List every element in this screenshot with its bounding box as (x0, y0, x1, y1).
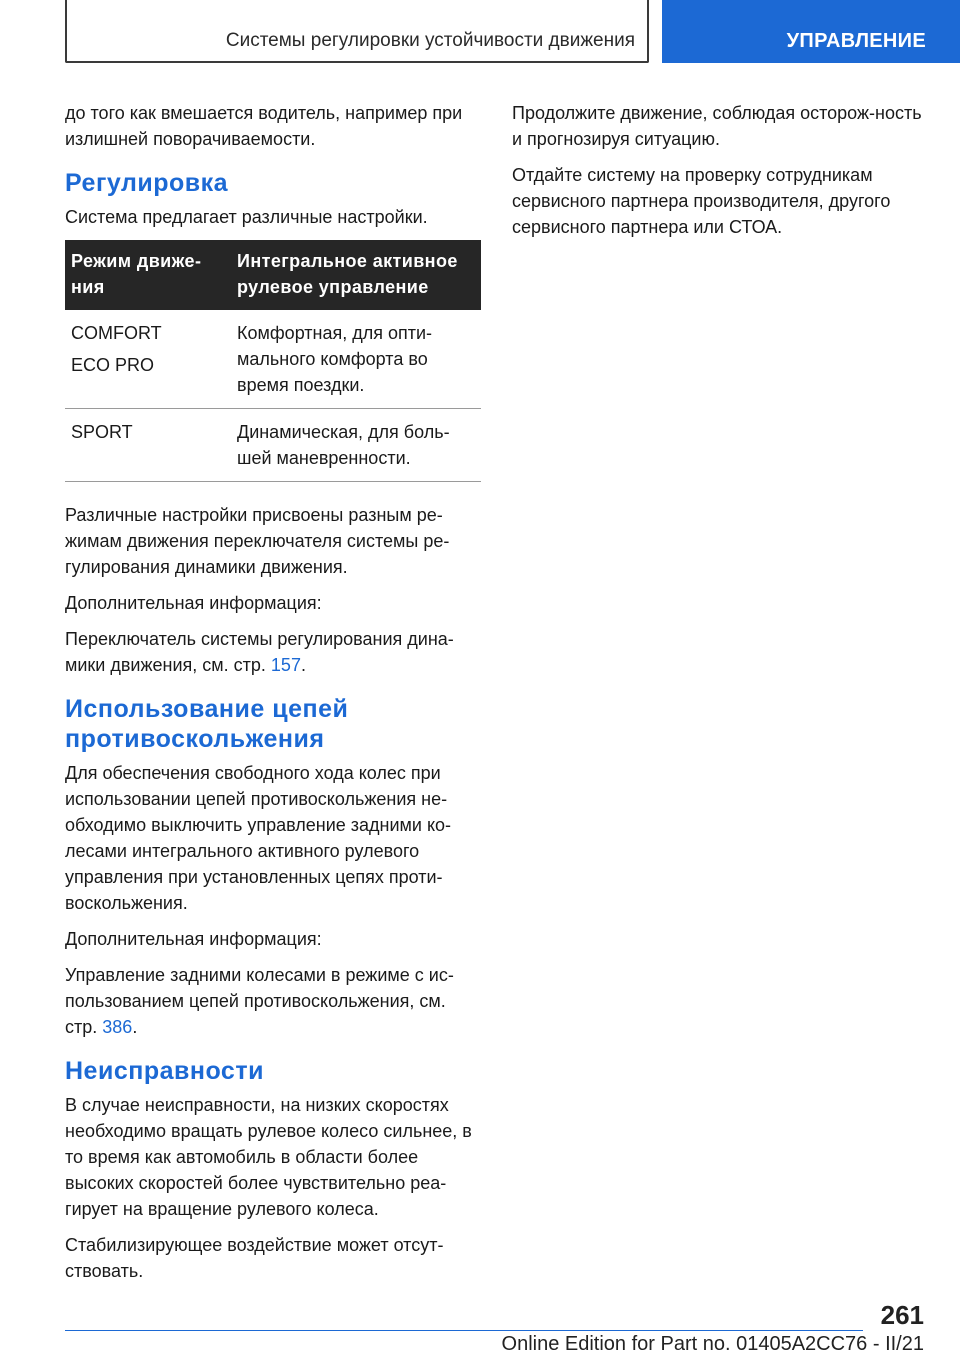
chains-ref-text: Управление задними колесами в режиме с ис-пользованием цепей противоскольжения, см. стр. (65, 965, 454, 1037)
mode-sport: SPORT (71, 422, 133, 442)
table-cell-description: Динамическая, для боль-шей маневренности. (231, 409, 481, 482)
table-header-mode: Режим движе-ния (65, 240, 231, 310)
page-number: 261 (880, 1300, 924, 1330)
footer-divider (65, 1330, 863, 1331)
switch-ref-text: Переключатель системы регулирования дина-мики движения, см. стр. (65, 629, 454, 675)
page-link-386[interactable]: 386 (102, 1017, 133, 1037)
switch-ref-end: . (300, 655, 306, 675)
regulation-intro: Система предлагает различные настройки. (65, 207, 428, 227)
more-info-label: Дополнительная информация: (65, 593, 322, 613)
table-header-row (65, 240, 481, 310)
heading-snow-chains: Использование цепей противоскольжения (65, 695, 349, 753)
table-row (65, 310, 481, 409)
left-column (65, 100, 481, 1294)
chapter-title: Системы регулировки устойчивости движения (225, 30, 635, 51)
right-column (512, 100, 932, 250)
switch-reference (65, 626, 481, 678)
malfunction-paragraph-2: Стабилизирующее воздействие может отсут-ствовать. (65, 1235, 444, 1281)
heading-malfunction: Неисправности (65, 1057, 264, 1085)
intro-paragraph: до того как вмешается водитель, например при излишней поворачиваемости. (65, 103, 463, 149)
section-tab (662, 0, 960, 63)
more-info-label: Дополнительная информация: (65, 929, 322, 949)
chains-reference (65, 962, 481, 1040)
chains-ref-end: . (132, 1017, 138, 1037)
section-title: УПРАВЛЕНИЕ (786, 30, 926, 52)
right-paragraph-1: Продолжите движение, соблюдая осторож-ность и прогнозируя ситуацию. (512, 103, 922, 149)
table-cell-description: Комфортная, для опти-мального комфорта во время поездки. (231, 310, 481, 409)
table-header-steering: Интегральное активное рулевое управление (231, 240, 481, 310)
table-row (65, 409, 481, 482)
header-chapter-box (65, 0, 649, 63)
malfunction-paragraph-1: В случае неисправности, на низких скоростях необходимо вращать рулевое колесо сильнее, в то время как автомобиль в области более высоких скоростей более чувствительно реа-гирует на вращение рулевого колеса. (65, 1095, 472, 1219)
table-cell-mode (65, 310, 231, 409)
right-paragraph-2: Отдайте систему на проверку сотрудникам сервисного партнера производителя, другого сервисного партнера или СТОА. (512, 165, 891, 237)
footer-edition: Online Edition for Part no. 01405A2CC76 - II/21 (501, 1333, 924, 1355)
heading-regulation: Регулировка (65, 169, 229, 197)
modes-table (65, 240, 481, 482)
mode-eco-pro: ECO PRO (71, 355, 155, 375)
mode-comfort: COMFORT (71, 323, 162, 343)
table-cell-mode (65, 409, 231, 482)
assign-paragraph: Различные настройки присвоены разным ре-жимам движения переключателя системы ре-гулирования динамики движения. (65, 505, 450, 577)
chains-paragraph: Для обеспечения свободного хода колес при использовании цепей противоскольжения не-обходимо выключить управление задними ко-лесами интегрального активного рулевого управления при установленных цепях проти-воскольжения. (65, 763, 452, 913)
page-link-157[interactable]: 157 (270, 655, 301, 675)
